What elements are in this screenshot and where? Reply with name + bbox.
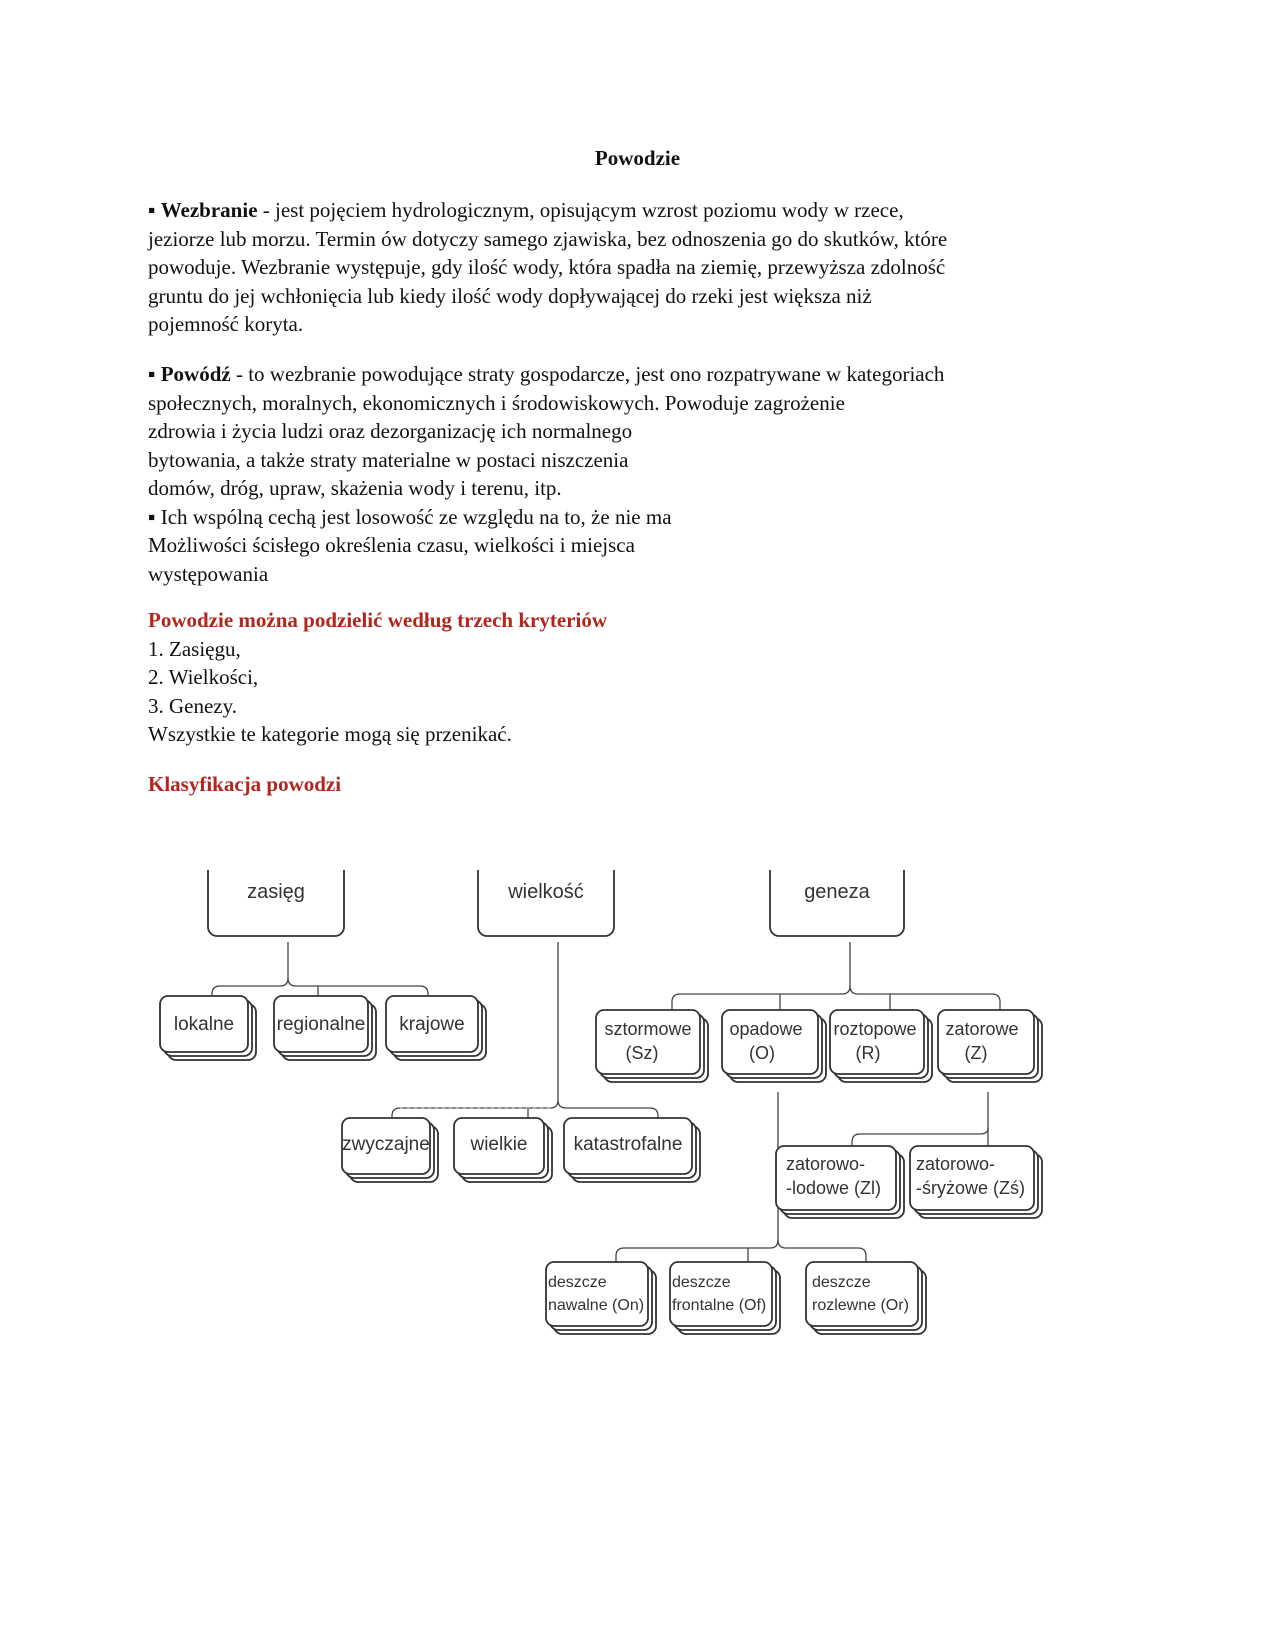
text-line: - to wezbranie powodujące straty gospodarcze, jest ono rozpatrywane w kategoriach xyxy=(230,362,945,386)
box-label: nawalne (On) xyxy=(548,1297,645,1314)
powodz-paragraph xyxy=(148,360,1108,588)
text-line: powoduje. Wezbranie występuje, gdy ilość wody, która spadła na ziemię, przewyższa zdolność xyxy=(148,255,946,279)
text-line: jeziorze lub morzu. Termin ów dotyczy samego zjawiska, bez odnoszenia go do skutków, które xyxy=(148,226,948,251)
box-opadowe xyxy=(722,1010,826,1082)
box-zatorowe xyxy=(938,1010,1042,1082)
box-label: zatorowo- xyxy=(786,1154,866,1174)
box-label: zasięg xyxy=(247,881,305,903)
box-krajowe xyxy=(386,996,486,1060)
box-label: katastrofalne xyxy=(573,1134,683,1155)
text-line: występowania xyxy=(148,561,269,586)
box-label: -lodowe (Zl) xyxy=(786,1178,882,1198)
text-line: zdrowia i życia ludzi oraz dezorganizację ich normalnego xyxy=(148,419,633,443)
text-line: pojemność koryta. xyxy=(148,312,304,336)
box-label: zatorowo- xyxy=(916,1154,996,1174)
box-label: opadowe xyxy=(729,1019,803,1039)
box-zasieg xyxy=(208,870,344,936)
classification-diagram xyxy=(150,870,1110,1430)
box-label: (O) xyxy=(749,1043,775,1063)
box-label: -śryżowe (Zś) xyxy=(916,1178,1025,1198)
box-label: deszcze xyxy=(548,1274,607,1291)
box-label: (Z) xyxy=(964,1043,988,1063)
box-label: (R) xyxy=(855,1043,881,1063)
text-line: społecznych, moralnych, ekonomicznych i środowiskowych. Powoduje zagrożenie xyxy=(148,390,845,415)
classification-heading: Klasyfikacja powodzi xyxy=(148,772,342,796)
box-label: frontalne (Of) xyxy=(672,1297,767,1314)
box-label: wielkość xyxy=(508,881,584,903)
page-title: Powodzie xyxy=(594,146,681,170)
text-line: - jest pojęciem hydrologicznym, opisującym wzrost poziomu wody w rzece, xyxy=(257,198,904,222)
box-geneza xyxy=(770,870,904,936)
box-zwyczajne xyxy=(342,1118,438,1182)
criteria-note: Wszystkie te kategorie mogą się przenikać. xyxy=(148,722,512,746)
box-label: geneza xyxy=(804,881,870,903)
text-line: domów, dróg, upraw, skażenia wody i terenu, itp. xyxy=(148,476,562,500)
text-line: Możliwości ścisłego określenia czasu, wielkości i miejsca xyxy=(148,533,635,557)
criteria-heading: Powodzie można podzielić według trzech kryteriów xyxy=(148,608,607,632)
box-label: zwyczajne xyxy=(342,1134,430,1155)
box-label: deszcze xyxy=(672,1274,731,1291)
box-sztormowe xyxy=(596,1010,708,1082)
box-label: sztormowe xyxy=(604,1019,692,1039)
criteria-item: 3. Genezy. xyxy=(148,693,238,718)
box-wielkie xyxy=(454,1118,552,1182)
box-label: roztopowe xyxy=(833,1019,917,1039)
box-label: (Sz) xyxy=(625,1043,659,1063)
box-deszcze-frontalne xyxy=(670,1262,780,1334)
powodz-term: Powódź xyxy=(160,362,231,386)
bullet: ▪ xyxy=(148,362,156,386)
text-line: bytowania, a także straty materialne w postaci niszczenia xyxy=(148,447,629,472)
box-zatorowo-lodowe xyxy=(776,1146,904,1218)
box-deszcze-nawalne xyxy=(546,1262,656,1334)
box-deszcze-rozlewne xyxy=(806,1262,926,1334)
box-wielkosc xyxy=(478,870,614,936)
box-regionalne xyxy=(274,996,376,1060)
box-label: krajowe xyxy=(399,1014,465,1035)
box-katastrofalne xyxy=(564,1118,700,1182)
text-line: Ich wspólną cechą jest losowość ze względu na to, że nie ma xyxy=(155,504,672,529)
box-label: regionalne xyxy=(276,1014,366,1035)
box-zatorowo-sryzowe xyxy=(910,1146,1042,1218)
box-roztopowe xyxy=(830,1010,932,1082)
box-label: deszcze xyxy=(812,1274,871,1291)
box-label: zatorowe xyxy=(945,1019,1019,1039)
wezbranie-paragraph xyxy=(148,196,1108,339)
criteria-item: 2. Wielkości, xyxy=(148,665,259,689)
criteria-section xyxy=(148,606,1108,749)
wezbranie-term: Wezbranie xyxy=(160,198,258,222)
text-line: gruntu do jej wchłonięcia lub kiedy ilość wody dopływającej do rzeki jest większa niż xyxy=(148,283,872,308)
box-label: wielkie xyxy=(470,1134,528,1155)
box-label: lokalne xyxy=(173,1014,235,1035)
criteria-item: 1. Zasięgu, xyxy=(148,636,241,661)
box-label: rozlewne (Or) xyxy=(812,1297,909,1314)
bullet: ▪ xyxy=(148,198,156,222)
bullet: ▪ xyxy=(148,504,156,529)
classification-section xyxy=(148,770,1108,799)
box-lokalne xyxy=(160,996,256,1060)
